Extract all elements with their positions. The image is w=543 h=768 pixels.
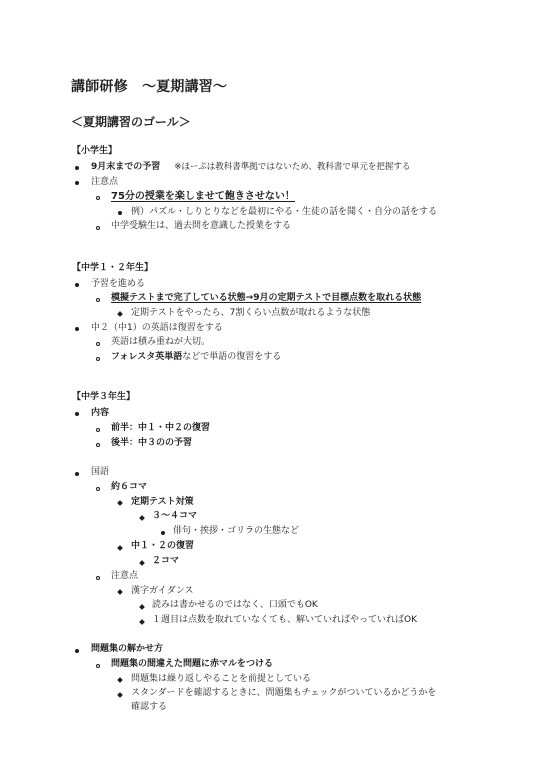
- jh3-item2-sub2-a-i: 読みは書かせるのではなく、口頭でもOK: [152, 600, 318, 610]
- bullet-circle: [96, 664, 100, 668]
- jh3-item2-sub1: 約６コマ: [111, 482, 148, 492]
- bullet-dot: [75, 472, 79, 476]
- jh12-item2-sub2-rest: などで単語の復習をする: [182, 352, 282, 362]
- bullet-dot: [75, 327, 79, 331]
- list-item: [111, 353, 281, 362]
- elementary-item2: 注意点: [91, 177, 119, 187]
- bullet-circle: [96, 357, 100, 361]
- bullet-circle: [96, 576, 100, 580]
- bullet-dot: [118, 211, 122, 215]
- bullet-dot: [75, 181, 79, 185]
- bullet-circle: [96, 487, 100, 491]
- bullet-dot: [161, 531, 165, 535]
- bullet-diamond: [117, 589, 123, 595]
- jh12-item2-sub2-bold: フォレスタ英単語: [111, 352, 183, 362]
- bullet-circle: [96, 428, 100, 432]
- bullet-circle: [96, 443, 100, 447]
- bullet-circle: [96, 196, 100, 200]
- bullet-circle: [96, 298, 100, 302]
- jh3-item2-sub2-a: 漢字ガイダンス: [131, 586, 194, 596]
- elementary-item1: 9月末までの予習: [91, 162, 161, 172]
- jh12-item1-sub1-detail: 定期テストをやったら、7割くらい点数が取れるような状態: [131, 308, 371, 318]
- jh3-item2-sub1-b-i: ２コマ: [152, 556, 180, 566]
- bullet-diamond: [139, 515, 145, 521]
- jh12-heading: 【中学１・２年生】: [72, 263, 154, 273]
- jh3-item2-sub2-a-ii: １週目は点数を取れていなくても、解いていればやっていればOK: [152, 615, 417, 625]
- jh3-item1-sub2: 後半：中３のの予習: [111, 438, 193, 448]
- jh3-item1: 内容: [91, 408, 110, 418]
- jh3-item2-sub1-a: 定期テスト対策: [131, 497, 194, 507]
- bullet-dot: [75, 166, 79, 170]
- jh3-item2-sub1-a-i: ３〜４コマ: [152, 511, 198, 521]
- bullet-circle: [96, 342, 100, 346]
- bullet-diamond: [117, 545, 123, 551]
- jh3-item3-sub1-a: 問題集は繰り返しやることを前提としている: [131, 674, 312, 684]
- bullet-circle: [96, 226, 100, 230]
- jh12-item2-sub1: 英語は積み重ねが大切。: [111, 337, 211, 347]
- jh3-item2-sub1-b: 中１・２の復習: [131, 541, 195, 551]
- list-item: [91, 163, 410, 172]
- elementary-item1-note: ※ほーぷは教科書準拠ではないため、教科書で単元を把握する: [174, 162, 411, 172]
- elementary-item2-sub1-detail: 例）パズル・しりとりなどを最初にやる・生徒の話を聞く・自分の話をする: [131, 207, 438, 217]
- bullet-dot: [75, 649, 79, 653]
- jh3-item3-sub1: 問題集の間違えた問題に赤マルをつける: [111, 659, 274, 669]
- bullet-diamond: [117, 692, 123, 698]
- elementary-heading: 【小学生】: [72, 146, 118, 156]
- jh3-item3: 問題集の解かせ方: [91, 644, 164, 654]
- jh3-item3-sub1-b-line1: スタンダードを確認するときに、問題集もチェックがついているかどうかを: [131, 688, 437, 698]
- jh12-item1-sub1-a: 模擬テストまで完了している状態: [111, 293, 246, 303]
- jh3-item3-sub1-b-line2: 確認する: [131, 702, 168, 712]
- arrow-icon: →: [245, 293, 254, 303]
- elementary-item2-sub1: 75分の授業を楽しませて飽きさせない！: [111, 191, 295, 202]
- jh3-item2: 国語: [91, 467, 110, 477]
- bullet-diamond: [117, 311, 123, 317]
- bullet-diamond: [139, 604, 145, 610]
- jh3-item2-sub1-a-i-detail: 俳句・挨拶・ゴリラの生態など: [173, 526, 300, 536]
- goal-heading: ＜夏期講習のゴール＞: [71, 115, 191, 129]
- page-title: 講師研修 〜夏期講習〜: [71, 79, 228, 95]
- bullet-diamond: [117, 500, 123, 506]
- jh3-heading: 【中学３年生】: [72, 392, 136, 402]
- bullet-dot: [75, 412, 79, 416]
- elementary-item2-sub2: 中学受験生は、過去問を意識した授業をする: [111, 221, 292, 231]
- list-item: [111, 294, 421, 303]
- bullet-diamond: [117, 677, 123, 683]
- bullet-dot: [75, 283, 79, 287]
- jh3-item2-sub2: 注意点: [111, 571, 139, 581]
- bullet-diamond: [139, 560, 145, 566]
- jh12-item1: 予習を進める: [91, 279, 146, 289]
- jh3-item1-sub1: 前半：中１・中２の復習: [111, 423, 211, 433]
- jh12-item2: 中２（中1）の英語は復習をする: [91, 323, 223, 333]
- jh12-item1-sub1-b: 9月の定期テストで目標点数を取れる状態: [253, 293, 422, 303]
- bullet-diamond: [139, 619, 145, 625]
